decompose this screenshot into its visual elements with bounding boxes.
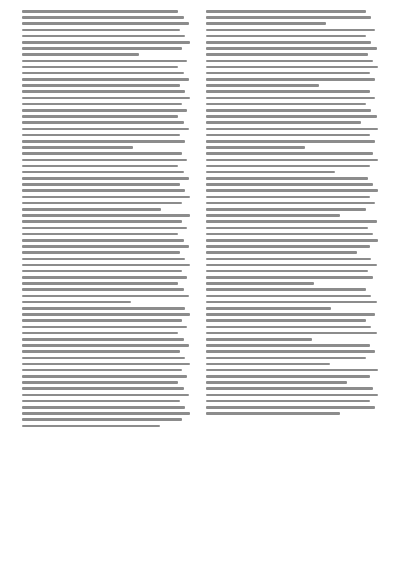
text-line (22, 319, 182, 322)
left-column-section (22, 10, 192, 56)
text-line (22, 16, 184, 19)
text-line (206, 66, 378, 69)
text-line (206, 307, 331, 310)
text-line (206, 84, 319, 87)
text-line (22, 418, 182, 421)
text-line (206, 319, 366, 322)
right-column-section (206, 344, 380, 365)
text-line (206, 196, 370, 199)
right-column (206, 10, 380, 418)
text-line (22, 258, 185, 261)
text-line (22, 295, 189, 298)
text-line (206, 233, 373, 236)
text-line (206, 29, 375, 32)
text-line (206, 264, 377, 267)
text-line (206, 276, 373, 279)
right-column-section (206, 313, 380, 340)
text-line (22, 208, 161, 211)
text-line (206, 10, 366, 13)
text-line (22, 394, 189, 397)
text-line (22, 251, 180, 254)
text-line (22, 22, 189, 25)
text-line (22, 245, 189, 248)
text-line (22, 35, 185, 38)
text-line (206, 183, 373, 186)
text-line (206, 90, 370, 93)
text-line (22, 115, 178, 118)
text-line (22, 381, 178, 384)
text-line (22, 72, 184, 75)
text-line (206, 369, 378, 372)
text-line (206, 344, 370, 347)
text-line (22, 220, 182, 223)
text-line (206, 41, 371, 44)
text-line (22, 152, 182, 155)
text-line (206, 128, 378, 131)
text-line (22, 406, 185, 409)
text-line (206, 78, 375, 81)
text-line (206, 159, 378, 162)
right-column-section (206, 387, 380, 414)
right-column-section (206, 288, 380, 309)
text-line (206, 97, 375, 100)
text-line (206, 208, 366, 211)
right-column-section (206, 369, 380, 384)
text-line (22, 10, 178, 13)
text-line (22, 264, 190, 267)
left-column-section (22, 214, 192, 303)
right-column-section (206, 220, 380, 254)
text-line (206, 282, 314, 285)
left-column-section (22, 307, 192, 427)
text-line (206, 350, 375, 353)
text-line (22, 326, 187, 329)
text-line (22, 47, 182, 50)
text-line (22, 214, 190, 217)
text-line (22, 171, 184, 174)
text-line (206, 251, 357, 254)
text-line (206, 326, 371, 329)
text-line (206, 406, 375, 409)
text-line (206, 140, 375, 143)
text-line (22, 375, 187, 378)
text-line (22, 60, 187, 63)
text-line (206, 245, 370, 248)
text-line (206, 381, 347, 384)
text-line (22, 97, 190, 100)
text-line (22, 78, 189, 81)
text-line (206, 301, 377, 304)
text-line (22, 109, 187, 112)
text-line (22, 288, 184, 291)
text-line (22, 202, 182, 205)
text-line (206, 288, 366, 291)
text-line (206, 357, 366, 360)
text-line (206, 177, 368, 180)
text-line (22, 66, 178, 69)
text-line (22, 357, 185, 360)
text-line (22, 29, 180, 32)
right-column-section (206, 152, 380, 173)
text-line (206, 338, 312, 341)
text-line (22, 301, 131, 304)
text-line (206, 47, 377, 50)
text-line (206, 332, 377, 335)
text-line (22, 387, 184, 390)
text-line (206, 394, 378, 397)
text-line (22, 53, 139, 56)
text-line (206, 202, 375, 205)
text-line (22, 128, 189, 131)
text-line (206, 35, 366, 38)
text-line (22, 282, 178, 285)
text-line (22, 177, 189, 180)
text-line (206, 412, 340, 415)
text-line (206, 313, 375, 316)
text-line (206, 270, 368, 273)
text-line (22, 239, 184, 242)
text-line (22, 338, 184, 341)
text-line (206, 53, 368, 56)
text-line (206, 375, 370, 378)
text-line (206, 400, 370, 403)
left-column-section (22, 152, 192, 210)
text-line (206, 115, 377, 118)
text-line (206, 295, 371, 298)
text-line (22, 84, 180, 87)
text-line (22, 140, 185, 143)
text-line (22, 332, 178, 335)
text-line (206, 109, 371, 112)
text-line (22, 270, 182, 273)
text-line (206, 258, 371, 261)
text-line (22, 412, 190, 415)
text-line (22, 196, 190, 199)
text-line (206, 189, 378, 192)
right-column-section (206, 10, 380, 25)
left-column (22, 10, 192, 431)
text-line (206, 72, 370, 75)
text-line (206, 60, 373, 63)
text-line (22, 159, 187, 162)
right-column-section (206, 177, 380, 217)
right-column-section (206, 90, 380, 124)
text-line (206, 171, 335, 174)
text-line (206, 387, 373, 390)
left-column-section (22, 60, 192, 149)
text-line (206, 239, 378, 242)
text-line (22, 307, 185, 310)
text-line (22, 103, 182, 106)
text-line (22, 400, 180, 403)
text-line (22, 41, 190, 44)
text-line (206, 146, 305, 149)
right-column-section (206, 258, 380, 285)
text-line (22, 146, 133, 149)
text-line (22, 233, 178, 236)
text-line (22, 313, 190, 316)
text-line (206, 22, 326, 25)
text-line (206, 103, 366, 106)
text-line (22, 363, 190, 366)
text-line (22, 276, 187, 279)
text-line (22, 425, 160, 428)
text-line (22, 189, 185, 192)
text-line (206, 165, 370, 168)
text-line (206, 220, 377, 223)
text-line (22, 165, 178, 168)
text-line (206, 134, 370, 137)
text-line (22, 350, 180, 353)
right-column-section (206, 29, 380, 87)
text-line (206, 227, 368, 230)
text-line (206, 152, 373, 155)
text-line (206, 363, 330, 366)
right-column-section (206, 128, 380, 149)
text-line (22, 227, 187, 230)
text-line (22, 121, 184, 124)
text-line (22, 344, 189, 347)
text-line (22, 90, 185, 93)
text-line (22, 183, 180, 186)
text-line (206, 214, 340, 217)
text-line (22, 369, 182, 372)
text-line (206, 16, 371, 19)
text-line (206, 121, 361, 124)
text-line (22, 134, 180, 137)
